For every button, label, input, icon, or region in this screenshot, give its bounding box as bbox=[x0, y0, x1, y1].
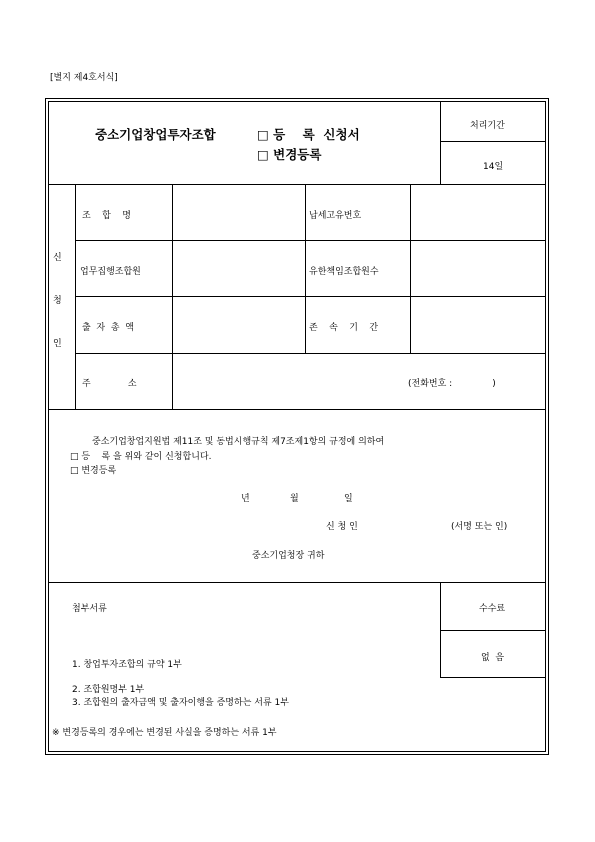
address-label: 주 소 bbox=[82, 379, 137, 389]
divider bbox=[305, 184, 306, 353]
fee-label: 수수료 bbox=[479, 604, 506, 614]
divider bbox=[48, 409, 546, 410]
limited-members-field[interactable] bbox=[412, 242, 544, 294]
divider bbox=[172, 184, 173, 409]
processing-period-label: 처리기간 bbox=[470, 121, 505, 131]
form-title: 중소기업창업투자조합 bbox=[95, 127, 216, 142]
divider bbox=[75, 353, 546, 354]
total-capital-label: 출 자 총 액 bbox=[82, 323, 134, 333]
union-name-label: 조 합 명 bbox=[82, 211, 131, 221]
divider bbox=[75, 240, 546, 241]
divider bbox=[48, 184, 546, 185]
applicant-side-label-3: 인 bbox=[53, 339, 62, 349]
tax-id-label: 납세고유번호 bbox=[309, 211, 362, 221]
union-name-field[interactable] bbox=[174, 186, 303, 238]
addressee: 중소기업청장 귀하 bbox=[252, 551, 325, 561]
address-field[interactable] bbox=[174, 355, 404, 407]
date-day: 일 bbox=[344, 494, 353, 504]
divider bbox=[48, 582, 546, 583]
divider bbox=[440, 630, 546, 631]
divider bbox=[440, 582, 441, 677]
divider bbox=[75, 296, 546, 297]
duration-label: 존 속 기 간 bbox=[309, 323, 379, 333]
date-year: 년 bbox=[241, 494, 250, 504]
divider bbox=[75, 184, 76, 409]
fee-value: 없 음 bbox=[481, 653, 505, 663]
attachment-item: 3. 조합원의 출자금액 및 출자이행을 증명하는 서류 1부 bbox=[72, 698, 289, 708]
total-capital-field[interactable] bbox=[174, 298, 303, 351]
divider bbox=[440, 101, 441, 184]
option-change-registration: □ 변경등록 bbox=[257, 147, 322, 162]
option-register: □ 등 록 신청서 bbox=[257, 127, 360, 142]
request-change-text: □ 변경등록 bbox=[70, 466, 117, 476]
form-reference: [별지 제4호서식] bbox=[50, 73, 118, 83]
legal-basis-text: 중소기업창업지원법 제11조 및 동법시행규칙 제7조제1항의 규정에 의하여 bbox=[92, 437, 385, 447]
attachment-item: 2. 조합원명부 1부 bbox=[72, 685, 145, 695]
divider bbox=[440, 677, 546, 678]
applicant-signature-label: 신 청 인 bbox=[326, 522, 358, 532]
attachment-item: 1. 창업투자조합의 규약 1부 bbox=[72, 660, 182, 670]
managing-member-label: 업무집행조합원 bbox=[80, 267, 141, 277]
processing-period-value: 14일 bbox=[483, 162, 504, 172]
divider bbox=[410, 184, 411, 353]
date-month: 월 bbox=[290, 494, 299, 504]
change-registration-note: ※ 변경등록의 경우에는 변경된 사실을 증명하는 서류 1부 bbox=[52, 728, 277, 738]
managing-member-field[interactable] bbox=[174, 242, 303, 294]
limited-members-label: 유한책임조합원수 bbox=[309, 267, 379, 277]
attachments-heading: 첨부서류 bbox=[72, 604, 107, 614]
divider bbox=[440, 141, 546, 142]
signature-or-seal: (서명 또는 인) bbox=[451, 522, 508, 532]
applicant-side-label-2: 청 bbox=[53, 296, 62, 306]
duration-field[interactable] bbox=[412, 298, 544, 351]
phone-label: (전화번호 : ) bbox=[408, 379, 496, 389]
applicant-side-label-1: 신 bbox=[53, 253, 62, 263]
request-register-text: □ 등 록 을 위와 같이 신청합니다. bbox=[70, 452, 212, 462]
tax-id-field[interactable] bbox=[412, 186, 544, 238]
